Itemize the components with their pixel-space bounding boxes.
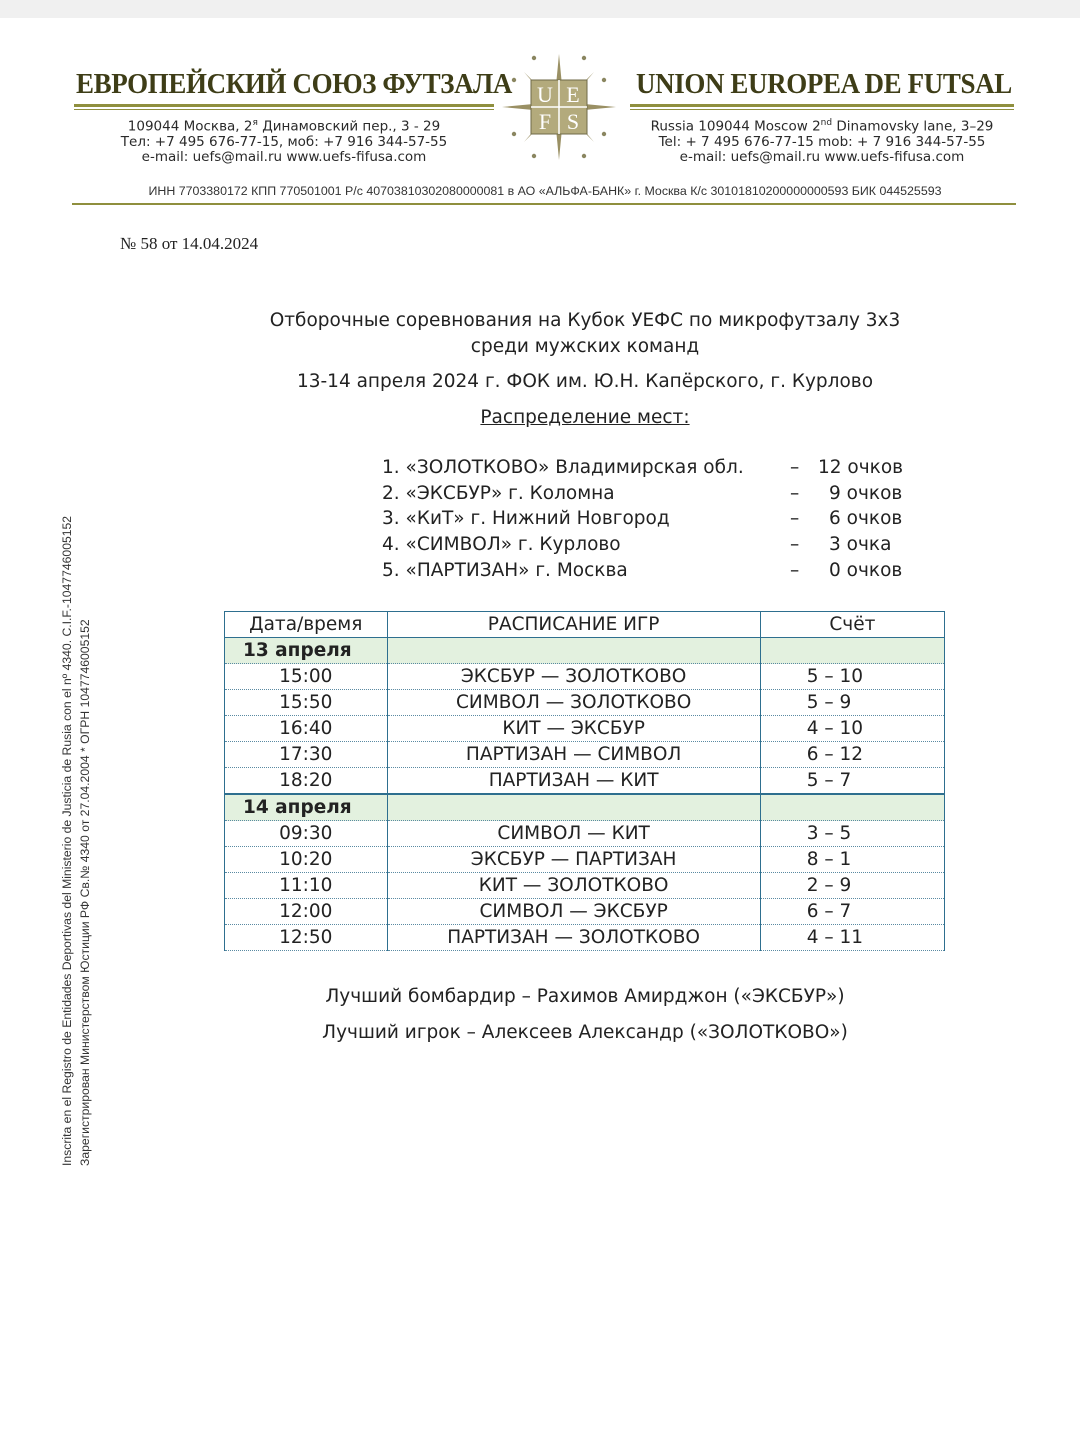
table-row bbox=[225, 899, 945, 925]
uefs-logo bbox=[500, 50, 618, 164]
table-row bbox=[225, 716, 945, 742]
address-en-phone: Tel: + 7 495 676-77-15 mob: + 7 916 344-57-55 bbox=[658, 133, 986, 150]
standings-points: 12 очков bbox=[818, 457, 904, 478]
game-score: 5 – 9 bbox=[760, 690, 944, 716]
standings-team: 5. «ПАРТИЗАН» г. Москва bbox=[382, 559, 628, 581]
game-time: 12:00 bbox=[225, 899, 388, 925]
bank-rule bbox=[72, 203, 1016, 205]
header-rule-ru bbox=[74, 104, 494, 107]
standings-dash: – bbox=[790, 508, 800, 530]
schedule-table bbox=[224, 611, 945, 951]
table-row bbox=[225, 873, 945, 899]
standings-row bbox=[382, 457, 922, 483]
game-time: 18:20 bbox=[225, 768, 388, 795]
side-text-line2: Зарегистрирован Министерством Юстиции РФ Св.№ 4340 от 27.04.2004 * ОГРН 1047746005152 bbox=[78, 619, 92, 1166]
game-score: 6 – 7 bbox=[760, 899, 944, 925]
header-rule-ru-thin bbox=[74, 109, 494, 110]
standings-points: 0 очков bbox=[829, 559, 903, 581]
address-ru-phone: Тел: +7 495 676-77-15, моб: +7 916 344-57-55 bbox=[120, 133, 448, 150]
game-match: ПАРТИЗАН — КИТ bbox=[387, 768, 760, 795]
game-time: 16:40 bbox=[225, 716, 388, 742]
title-line1: Отборочные соревнования на Кубок УЕФС по микрофутзалу 3х3 bbox=[269, 310, 901, 331]
address-ru-email: e-mail: uefs@mail.ru www.uefs-fifusa.com bbox=[141, 148, 427, 165]
address-en-line1-pre: Russia 109044 Moscow 2 bbox=[650, 118, 821, 135]
standings-heading: Распределение мест: bbox=[480, 407, 690, 428]
standings-points: 3 очка bbox=[829, 534, 892, 556]
side-registration-text bbox=[58, 386, 94, 1166]
header-games: РАСПИСАНИЕ ИГР bbox=[387, 612, 760, 638]
standings-dash: – bbox=[790, 534, 800, 556]
table-row bbox=[225, 821, 945, 847]
game-score: 8 – 1 bbox=[760, 847, 944, 873]
game-time: 17:30 bbox=[225, 742, 388, 768]
logo-letter-u: U bbox=[537, 82, 553, 107]
address-ru-line1-pre: 109044 Москва, 2 bbox=[127, 118, 253, 135]
standings-dash: – bbox=[790, 482, 800, 504]
schedule-header-row bbox=[225, 612, 945, 638]
logo-letter-e: E bbox=[566, 82, 580, 107]
table-row bbox=[225, 925, 945, 951]
standings-row bbox=[382, 560, 922, 586]
standings-team: 4. «СИМВОЛ» г. Курлово bbox=[382, 534, 621, 556]
game-score: 4 – 11 bbox=[760, 925, 944, 951]
address-en-line1-sup: nd bbox=[820, 118, 833, 128]
title-line2: среди мужских команд bbox=[470, 336, 700, 357]
game-time: 11:10 bbox=[225, 873, 388, 899]
standings-points: 9 очков bbox=[829, 482, 903, 504]
address-en-line1-post: Dinamovsky lane, 3–29 bbox=[832, 118, 994, 135]
table-row bbox=[225, 664, 945, 690]
game-match: ЭКСБУР — ПАРТИЗАН bbox=[387, 847, 760, 873]
table-row bbox=[225, 847, 945, 873]
logo-letter-f: F bbox=[538, 109, 552, 134]
standings-dash: – bbox=[790, 559, 800, 581]
standings-team: 3. «КиТ» г. Нижний Новгород bbox=[382, 508, 670, 530]
standings-row bbox=[382, 534, 922, 560]
game-time: 15:50 bbox=[225, 690, 388, 716]
game-score: 6 – 12 bbox=[760, 742, 944, 768]
side-text-line1: Inscrita en el Registro de Entidades Deportivas del Ministerio de Justicia de Rusia con el nº 4340. C.I.F.-1047746005152 bbox=[60, 515, 74, 1166]
game-match: КИТ — ЗОЛОТКОВО bbox=[387, 873, 760, 899]
header-score: Счёт bbox=[760, 612, 944, 638]
logo-letter-s: S bbox=[566, 109, 580, 134]
day-label: 14 апреля bbox=[225, 794, 388, 821]
standings-team: 2. «ЭКСБУР» г. Коломна bbox=[382, 482, 615, 504]
game-match: ЭКСБУР — ЗОЛОТКОВО bbox=[387, 664, 760, 690]
address-en-email: e-mail: uefs@mail.ru www.uefs-fifusa.com bbox=[679, 148, 965, 165]
game-score: 5 – 7 bbox=[760, 768, 944, 795]
standings-points: 6 очков bbox=[829, 508, 903, 530]
standings-row bbox=[382, 508, 922, 534]
standings-row bbox=[382, 483, 922, 509]
game-time: 10:20 bbox=[225, 847, 388, 873]
game-score: 3 – 5 bbox=[760, 821, 944, 847]
header-datetime: Дата/время bbox=[225, 612, 388, 638]
title-line3: 13-14 апреля 2024 г. ФОК им. Ю.Н. Капёрского, г. Курлово bbox=[296, 371, 874, 392]
game-match: СИМВОЛ — ЭКСБУР bbox=[387, 899, 760, 925]
day-label: 13 апреля bbox=[225, 638, 388, 664]
bank-details: ИНН 7703380172 КПП 770501001 Р/с 40703810302080000081 в АО «АЛЬФА-БАНК» г. Москва К/с 30101810200000000593 БИК 044525593 bbox=[148, 184, 942, 198]
game-match: ПАРТИЗАН — СИМВОЛ bbox=[387, 742, 760, 768]
header-rule-en-thin bbox=[630, 109, 1014, 110]
game-time: 09:30 bbox=[225, 821, 388, 847]
org-name-en: UNION EUROPEA DE FUTSAL bbox=[636, 68, 1012, 100]
game-time: 15:00 bbox=[225, 664, 388, 690]
game-match: ПАРТИЗАН — ЗОЛОТКОВО bbox=[387, 925, 760, 951]
standings-dash: – bbox=[790, 457, 800, 478]
document-number: № 58 от 14.04.2024 bbox=[120, 234, 259, 253]
best-player: Лучший игрок – Алексеев Александр («ЗОЛОТКОВО») bbox=[322, 1022, 848, 1043]
address-en bbox=[634, 116, 1010, 165]
table-row bbox=[225, 742, 945, 768]
standings-team: 1. «ЗОЛОТКОВО» Владимирская обл. bbox=[382, 457, 744, 478]
game-score: 2 – 9 bbox=[760, 873, 944, 899]
table-row bbox=[225, 690, 945, 716]
game-time: 12:50 bbox=[225, 925, 388, 951]
game-match: КИТ — ЭКСБУР bbox=[387, 716, 760, 742]
day-row bbox=[225, 638, 945, 664]
top-strip bbox=[0, 0, 1080, 18]
header-rule-en bbox=[630, 104, 1014, 107]
game-match: СИМВОЛ — ЗОЛОТКОВО bbox=[387, 690, 760, 716]
standings-list bbox=[382, 457, 922, 585]
address-ru bbox=[96, 116, 472, 165]
game-score: 5 – 10 bbox=[760, 664, 944, 690]
table-row bbox=[225, 768, 945, 795]
org-name-ru: ЕВРОПЕЙСКИЙ СОЮЗ ФУТЗАЛА bbox=[76, 68, 513, 100]
address-ru-line1-post: Динамовский пер., 3 - 29 bbox=[257, 118, 441, 135]
game-score: 4 – 10 bbox=[760, 716, 944, 742]
best-scorer: Лучший бомбардир – Рахимов Амирджон («ЭКСБУР») bbox=[325, 986, 845, 1007]
game-match: СИМВОЛ — КИТ bbox=[387, 821, 760, 847]
day-row bbox=[225, 794, 945, 821]
address-ru-line1-sup: я bbox=[252, 118, 258, 128]
